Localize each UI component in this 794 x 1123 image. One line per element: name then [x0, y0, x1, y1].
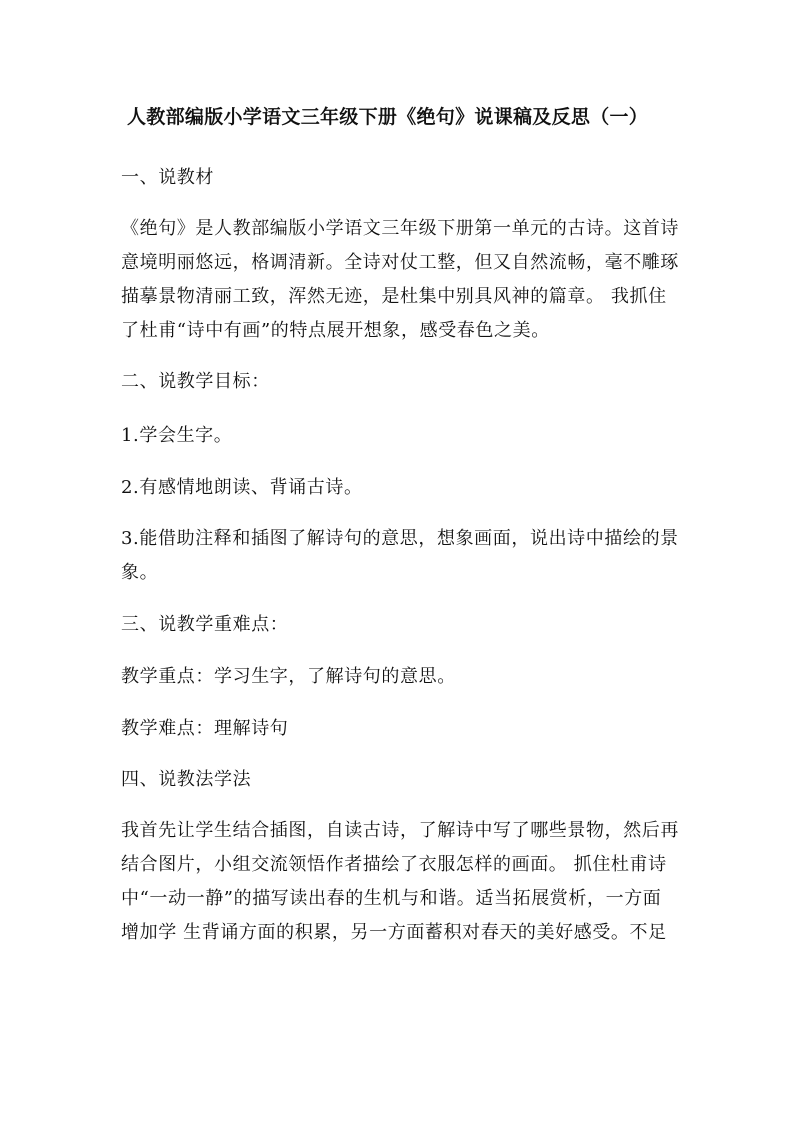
paragraph-line: 意境明丽悠远，格调清新。全诗对仗工整，但又自然流畅，毫不雕琢	[121, 252, 679, 273]
paragraph-line: 描摹景物清丽工致，浑然无迹，是杜集中别具风神的篇章。 我抓住	[121, 286, 667, 307]
paragraph-line: 增加学 生背诵方面的积累，另一方面蓄积对春天的美好感受。不足	[121, 922, 667, 943]
paragraph-line: 《绝句》是人教部编版小学语文三年级下册第一单元的古诗。这首诗	[121, 218, 679, 239]
paragraph-line: 了杜甫“诗中有画”的特点展开想象，感受春色之美。	[121, 320, 550, 341]
section-heading-teaching-methods: 四、说教法学法	[121, 769, 252, 790]
document-title: 人教部编版小学语文三年级下册《绝句》说课稿及反思（一）	[127, 106, 649, 128]
goal-item: 2.有感情地朗读、背诵古诗。	[121, 477, 363, 498]
section-heading-teaching-goals: 二、说教学目标：	[121, 371, 270, 392]
goal-item: 1.学会生字。	[121, 425, 233, 446]
paragraph-line: 中“一动一静”的描写读出春的生机与和谐。适当拓展赏析，一方面	[121, 888, 662, 909]
goal-item: 3.能借助注释和插图了解诗句的意思，想象画面，说出诗中描绘的景	[121, 528, 679, 549]
paragraph-line: 我首先让学生结合插图，自读古诗，了解诗中写了哪些景物，然后再	[121, 820, 679, 841]
key-point-text: 教学重点：学习生字，了解诗句的意思。	[121, 666, 456, 687]
section-heading-key-difficult-points: 三、说教学重难点：	[121, 614, 289, 635]
goal-item-continuation: 象。	[121, 562, 159, 583]
section-heading-teaching-material: 一、说教材	[121, 167, 214, 188]
difficult-point-text: 教学难点：理解诗句	[121, 718, 289, 739]
paragraph-line: 结合图片，小组交流领悟作者描绘了衣服怎样的画面。 抓住杜甫诗	[121, 854, 667, 875]
